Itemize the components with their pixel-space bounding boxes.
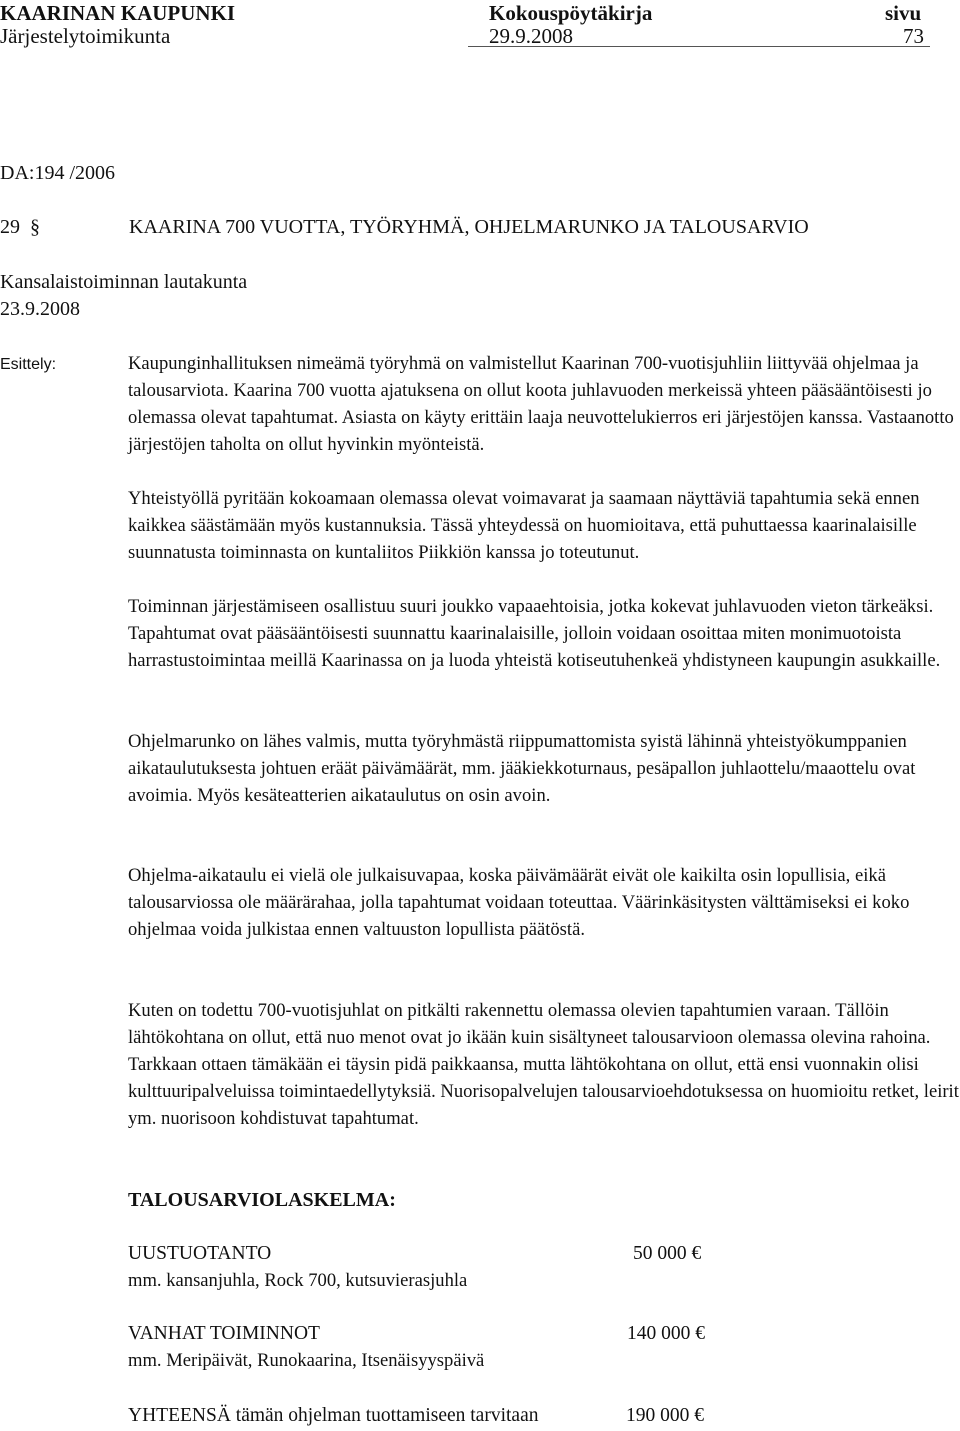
body-paragraph-1 xyxy=(128,350,960,458)
budget-row-label: VANHAT TOIMINNOT xyxy=(128,1323,320,1344)
presentation-label: Esittely: xyxy=(0,356,57,373)
body-paragraph-5 xyxy=(128,862,960,943)
page-label: sivu xyxy=(885,1,922,25)
section-sign: § xyxy=(30,216,40,238)
paragraph-text: Kuten on todettu 700-vuotisjuhlat on pitkälti rakennettu olemassa olevien tapahtumien varaan. Tällöin lähtökohtana on ollut, että nuo menot ovat jo ikään kuin sisältyneet talousarvioon olemassa olevina rahoina. Tarkkaan ottaen tämäkään ei täysin pidä paikkaansa, mutta lähtökohtana on ollut, että ensi vuonnakin olisi kulttuuripalveluissa toimintaedellytyksiä. Nuorisopalvelujen talousarvioehdotuksessa on huomioitu retket, leirit ym. nuorisoon kohdistuvat tapahtumat. xyxy=(128,1000,959,1129)
budget-row-label: UUSTUOTANTO xyxy=(128,1243,272,1264)
header-divider xyxy=(468,46,930,47)
prior-body: Kansalaistoiminnan lautakunta xyxy=(0,271,248,293)
meeting-date: 29.9.2008 xyxy=(489,24,573,48)
paragraph-text: Ohjelma-aikataulu ei vielä ole julkaisuvapaa, koska päivämäärät eivät ole kaikilta osin lopullisia, eikä talousarviossa ole määrärahaa, jolla tapahtumat voidaan toteuttaa. Väärinkäsitysten välttämiseksi ei koko ohjelmaa voida julkistaa ennen valtuuston lopullista päätöstä. xyxy=(128,865,910,940)
body-paragraph-4 xyxy=(128,728,960,809)
paragraph-text: Yhteistyöllä pyritään kokoamaan olemassa olevat voimavarat ja saamaan näyttäviä tapahtumia sekä ennen kaikkea säästämään myös kustannuksia. Tässä yhteydessä on huomioitava, että puhuttaessa kaarinalaisille suunnatusta toiminnasta on kuntaliitos Piikkiön kanssa jo toteutunut. xyxy=(128,488,920,563)
item-title: KAARINA 700 VUOTTA, TYÖRYHMÄ, OHJELMARUNKO JA TALOUSARVIO xyxy=(129,216,809,238)
budget-row-amount: 140 000 € xyxy=(627,1323,705,1344)
paragraph-text: Kaupunginhallituksen nimeämä työryhmä on valmistellut Kaarinan 700-vuotisjuhliin liittyvää ohjelmaa ja talousarviota. Kaarina 700 vuotta ajatuksena on ollut koota juhlavuoden merkeissä yhteen pääsääntöisesti jo olemassa olevat tapahtumat. Asiasta on käyty erittäin laaja neuvottelukierros eri järjestöjen kanssa. Vastaanotto järjestöjen taholta on ollut hyvinkin myönteistä. xyxy=(128,353,954,455)
body-paragraph-2 xyxy=(128,485,960,566)
item-number: 29 xyxy=(0,216,20,238)
body-paragraph-3 xyxy=(128,593,960,674)
paragraph-text: Ohjelmarunko on lähes valmis, mutta työryhmästä riippumattomista syistä lähinnä yhteistyökumppanien aikataulutuksesta johtuen eräät päivämäärät, mm. jääkiekkoturnaus, pesäpallon juhlaottelu/maaottelu ovat avoimia. Myös kesäteatterien aikataulutus on osin avoin. xyxy=(128,731,916,806)
prior-date: 23.9.2008 xyxy=(0,298,80,320)
budget-total-label: YHTEENSÄ tämän ohjelman tuottamiseen tarvitaan xyxy=(128,1405,539,1426)
budget-row-note: mm. Meripäivät, Runokaarina, Itsenäisyyspäivä xyxy=(128,1350,485,1371)
org-name: KAARINAN KAUPUNKI xyxy=(0,1,236,25)
document-type: Kokouspöytäkirja xyxy=(489,1,653,25)
budget-heading: TALOUSARVIOLASKELMA: xyxy=(128,1189,396,1211)
budget-row-amount: 50 000 € xyxy=(633,1243,702,1264)
paragraph-text: Toiminnan järjestämiseen osallistuu suuri joukko vapaaehtoisia, jotka kokevat juhlavuoden vieton tärkeäksi. Tapahtumat ovat pääsääntöisesti suunnattu kaarinalaisille, jolloin voidaan osoittaa miten monimuotoista harrastustoimintaa meillä Kaarinassa on ja luoda yhteistä kotiseutuhenkeä yhdistyneen kaupungin asukkaille. xyxy=(128,596,941,671)
body-paragraph-6 xyxy=(128,997,960,1132)
page-number: 73 xyxy=(903,24,924,48)
budget-row-note: mm. kansanjuhla, Rock 700, kutsuvierasjuhla xyxy=(128,1270,468,1291)
meeting-body: Järjestelytoimikunta xyxy=(0,24,171,48)
da-reference: DA:194 /2006 xyxy=(0,162,115,184)
budget-total-amount: 190 000 € xyxy=(626,1405,704,1426)
